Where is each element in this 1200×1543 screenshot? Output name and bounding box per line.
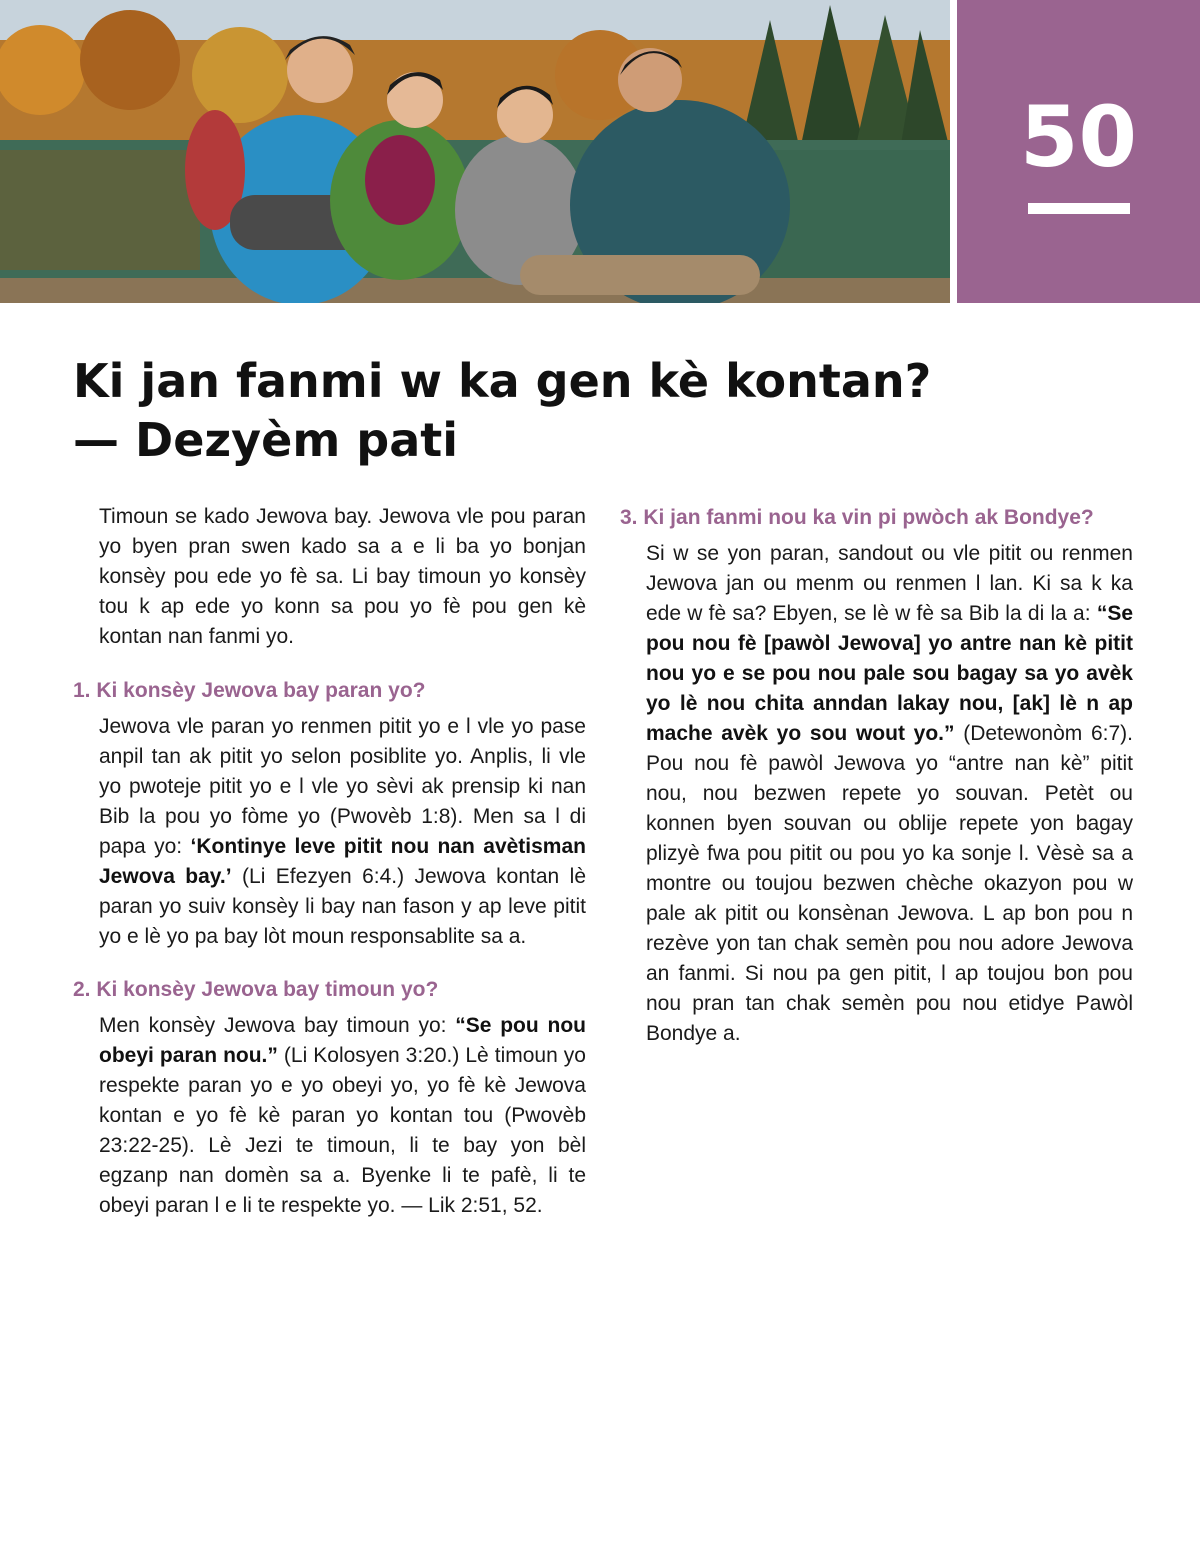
section-2-scripture-quote: “Se pou nou obeyi paran nou.” — [99, 1014, 586, 1067]
title-line-1: Ki jan fanmi w ka gen kè kontan? — [73, 354, 932, 408]
section-1-heading: 1. Ki konsèy Jewova bay paran yo? — [73, 679, 426, 702]
hero-photo — [0, 0, 950, 303]
left-column — [73, 502, 586, 1221]
section-2-heading: 2. Ki konsèy Jewova bay timoun yo? — [73, 978, 439, 1001]
section-3-heading: 3. Ki jan fanmi nou ka vin pi pwòch ak Bondye? — [620, 506, 1094, 529]
section-3-scripture-quote: “Se pou nou fè [pawòl Jewova] yo antre nan kè pitit nou yo e se pou nou pale sou bagay sa yo avèk yo lè nou chita anndan lakay nou, [ak] lè n ap mache avèk yo sou wout yo.” — [646, 602, 1133, 745]
intro-paragraph: Timoun se kado Jewova bay. Jewova vle pou paran yo byen pran swen kado sa a e li ba yo bonjan konsèy pou ede yo fè sa. Li bay timoun yo konsèy tou k ap ede yo konn sa pou yo fè pou gen kè kontan nan fanmi yo. — [99, 505, 586, 648]
section-1-text-b: (Li Efezyen 6:4.) Jewova kontan lè paran yo suiv konsèy li bay nan fason y ap leve pitit yo e lè yo pa bay lòt moun responsablite sa a. — [99, 865, 587, 948]
family-lake-illustration — [0, 0, 950, 303]
right-column — [620, 502, 1133, 1049]
section-1-scripture-quote: ‘Kontinye leve pitit nou nan avètisman Jewova bay.’ — [99, 835, 586, 888]
lesson-number-underline — [1028, 203, 1130, 214]
lesson-badge — [957, 0, 1200, 303]
section-3-paragraph — [620, 539, 1133, 1049]
section-2-text-a: Men konsèy Jewova bay timoun yo: — [99, 1014, 456, 1037]
section-2-text-b: (Li Kolosyen 3:20.) Lè timoun yo respekte paran yo e yo obeyi yo, yo fè kè Jewova kontan e yo fè kè paran yo kontan tou (Pwovèb 23:22-25). Lè Jezi te timoun, li te bay yon bèl egzanp nan domèn sa a. Byenke li te pafè, li te obeyi paran l e li te respekte yo. — Lik 2:51, 52. — [99, 1044, 586, 1217]
page-title — [73, 352, 1123, 470]
section-3-text-a: Si w se yon paran, sandout ou vle pitit ou renmen Jewova jan ou menm ou renmen l lan. Ki sa k ka ede w fè sa? Ebyen, se lè w fè sa Bib la di la a: — [646, 542, 1133, 625]
lesson-number: 50 — [1020, 88, 1137, 186]
section-1-text-a: Jewova vle paran yo renmen pitit yo e l vle yo pase anpil tan ak pitit yo selon posiblite yo. Anplis, li vle yo pwoteje pitit yo e l vle yo sèvi ak prensip ki nan Bib la pou yo fòme yo (Pwovèb 1:8). Men sa l di papa yo: — [99, 715, 586, 858]
section-3-text-b: (Detewonòm 6:7). Pou nou fè pawòl Jewova yo “antre nan kè” pitit nou, nou bezwen repete yo souvan. Petèt ou konnen byen souvan ou oblije repete yon bagay plizyè fwa pou pitit ou pou yo ka sonje l. Vèsè sa a montre ou toujou bezwen chèche okazyon pou w pale ak pitit ou konsènan Jewova. L ap bon pou n rezève yon tan chak semèn pou nou adore Jewova an fanmi. Si nou pa gen pitit, l ap toujou bon pou nou pran tan chak semèn pou nou etidye Pawòl Bondye a. — [646, 722, 1133, 1045]
section-1-paragraph — [73, 712, 586, 952]
section-2-paragraph — [73, 1011, 586, 1221]
title-line-2: — Dezyèm pati — [73, 413, 459, 467]
